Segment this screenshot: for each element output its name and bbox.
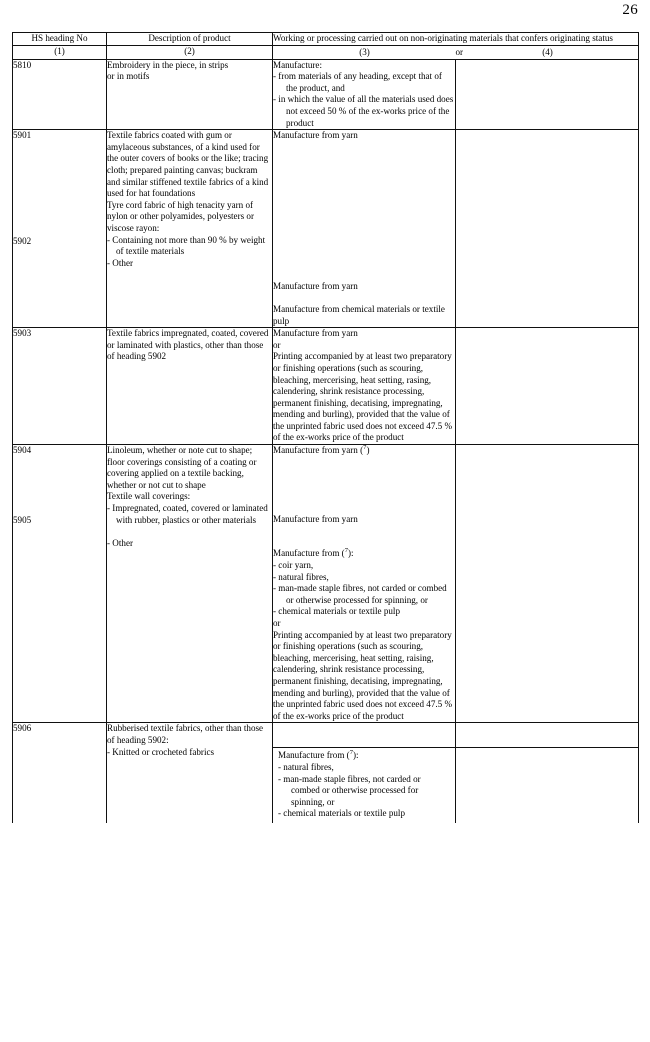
rule-intro-pre: Manufacture from ( xyxy=(278,750,350,761)
product-description: Linoleum, whether or note cut to shape; floor coverings consisting of a coating or covering applied on a textile backing, whether or not cut to shape xyxy=(107,445,257,490)
product-description-text: Rubberised textile fabrics, other than those of heading 5902: xyxy=(107,723,264,745)
working-processing-col4 xyxy=(456,723,639,823)
table-row xyxy=(13,723,639,823)
table-row xyxy=(13,59,639,130)
header-num-col34: (3) or (4) xyxy=(273,45,639,59)
rule-text: Printing accompanied by at least two preparatory or finishing operations (such as scouring, bleaching, mercerising, heat setting, rasing, calendering, shrink resistance processing, permanent finishing, decatising, impregnating, mending and burling), provided that the value of the unprinted fabric used does not exceed 47.5 % of the ex-works price of the product xyxy=(273,351,453,443)
rule-text: Manufacture from yarn xyxy=(273,280,358,291)
table-row xyxy=(13,130,639,328)
working-processing-col4 xyxy=(456,445,639,723)
col4-rule-block xyxy=(456,747,638,753)
product-description: Textile wall coverings: xyxy=(107,491,191,502)
header-num-col2: (2) xyxy=(107,45,273,59)
hs-heading-no: 5810 xyxy=(13,59,107,130)
rule-conjunction: or xyxy=(273,339,281,350)
hs-heading-no: 5902 xyxy=(13,235,32,246)
rule-conjunction: or xyxy=(273,618,281,628)
rule-intro: Manufacture: xyxy=(273,59,322,70)
footnote-marker: 7 xyxy=(363,444,367,452)
product-description xyxy=(107,59,273,130)
description-subitem: - Containing not more than 90 % by weight of textile materials xyxy=(107,234,266,257)
rule-item: - in which the value of all the materials used does not exceed 50 % of the ex-works price of the product xyxy=(273,94,454,128)
header-col2: Description of product xyxy=(107,33,273,46)
rule-item: - chemical materials or textile pulp xyxy=(278,808,406,819)
rule-text xyxy=(273,445,455,457)
rule-intro xyxy=(278,750,451,762)
rule-text-post: ) xyxy=(366,445,370,456)
header-col34: Working or processing carried out on non-originating materials that confers originating status xyxy=(273,33,639,46)
header-col1: HS heading No xyxy=(13,33,107,46)
rule-item: - from materials of any heading, except that of the product, and xyxy=(273,71,442,93)
header-num-col3: (3) xyxy=(359,46,370,57)
hs-heading-no: 5901 xyxy=(13,130,32,141)
rule-item: - chemical materials or textile pulp xyxy=(273,606,401,617)
table-column-number-row xyxy=(13,45,639,59)
table-row xyxy=(13,445,639,723)
hs-heading-no: 5906 xyxy=(13,723,107,823)
working-processing-col3 xyxy=(273,130,456,328)
hs-heading-no-group xyxy=(13,130,107,328)
working-processing-col3 xyxy=(273,59,456,130)
rule-item: - man-made staple fibres, not carded or combed or otherwise processed for spinning, or xyxy=(273,583,447,605)
rule-text: Manufacture from yarn xyxy=(273,130,358,141)
rule-text: Manufacture from chemical materials or textile pulp xyxy=(273,303,445,326)
description-line: Embroidery in the piece, in strips xyxy=(107,59,229,70)
rule-item: - natural fibres, xyxy=(273,571,329,582)
working-processing-col4 xyxy=(456,59,639,130)
description-subitem: - Knitted or crocheted fabrics xyxy=(107,746,215,757)
working-processing-col4 xyxy=(456,130,639,328)
header-num-col1: (1) xyxy=(13,45,107,59)
rule-intro-pre: Manufacture from ( xyxy=(273,548,345,559)
footnote-marker: 7 xyxy=(344,547,349,555)
page-number: 26 xyxy=(622,2,638,18)
description-line: or in motifs xyxy=(107,71,150,82)
col3-empty-top xyxy=(273,723,455,747)
rule-item: - man-made staple fibres, not carded or combed or otherwise processed for spinning, or xyxy=(278,773,421,807)
rule-text: Printing accompanied by at least two preparatory or finishing operations (such as scouring, bleaching, mercerising, heat setting, raising, calendering, shrink resistance processing, permanent finishing, decatising, impregnating, mending and burling), provided that the value of the unprinted fabric used does not exceed 47.5 % of the ex-works price of the product xyxy=(273,629,453,721)
hs-heading-no: 5905 xyxy=(13,514,32,525)
description-subitem: - Other xyxy=(107,537,134,548)
header-num-col4: (4) xyxy=(542,46,553,57)
table-header-row xyxy=(13,33,639,46)
hs-heading-no: 5903 xyxy=(13,328,107,445)
product-description: Textile fabrics coated with gum or amylaceous substances, of a kind used for the outer covers of books or the like; tracing cloth; prepared painting canvas; buckram and similar stiffened textile fabrics of a kind used for hat foundations xyxy=(107,130,269,199)
product-description-group xyxy=(107,445,273,723)
working-processing-col3 xyxy=(273,328,456,445)
rule-item: - natural fibres, xyxy=(278,761,334,772)
col3-rule-block xyxy=(273,747,455,823)
product-description-group xyxy=(107,130,273,328)
rule-intro-post: ): xyxy=(348,548,354,559)
rule-intro-post: ): xyxy=(353,750,359,761)
hs-heading-no: 5904 xyxy=(13,445,32,456)
product-description xyxy=(107,723,273,823)
rule-item: - coir yarn, xyxy=(273,560,314,571)
working-processing-col3 xyxy=(273,445,456,723)
footnote-marker: 7 xyxy=(349,749,354,757)
hs-heading-no-group xyxy=(13,445,107,723)
rule-intro xyxy=(273,548,455,560)
rule-text: Manufacture from yarn xyxy=(273,513,358,524)
working-processing-col3 xyxy=(273,723,456,823)
working-processing-col4 xyxy=(456,328,639,445)
origin-rules-table xyxy=(12,32,639,823)
product-description: Tyre cord fabric of high tenacity yarn of nylon or other polyamides, polyesters or viscose rayon: xyxy=(107,199,254,233)
rule-text: Manufacture from yarn xyxy=(273,328,358,339)
product-description: Textile fabrics impregnated, coated, covered or laminated with plastics, other than those of heading 5902 xyxy=(107,328,273,445)
description-subitem: - Other xyxy=(107,257,134,268)
rule-text-pre: Manufacture from yarn ( xyxy=(273,445,364,456)
col4-empty-top xyxy=(456,723,638,747)
description-subitem: - Impregnated, coated, covered or laminated with rubber, plastics or other materials xyxy=(107,503,268,525)
table-row xyxy=(13,328,639,445)
